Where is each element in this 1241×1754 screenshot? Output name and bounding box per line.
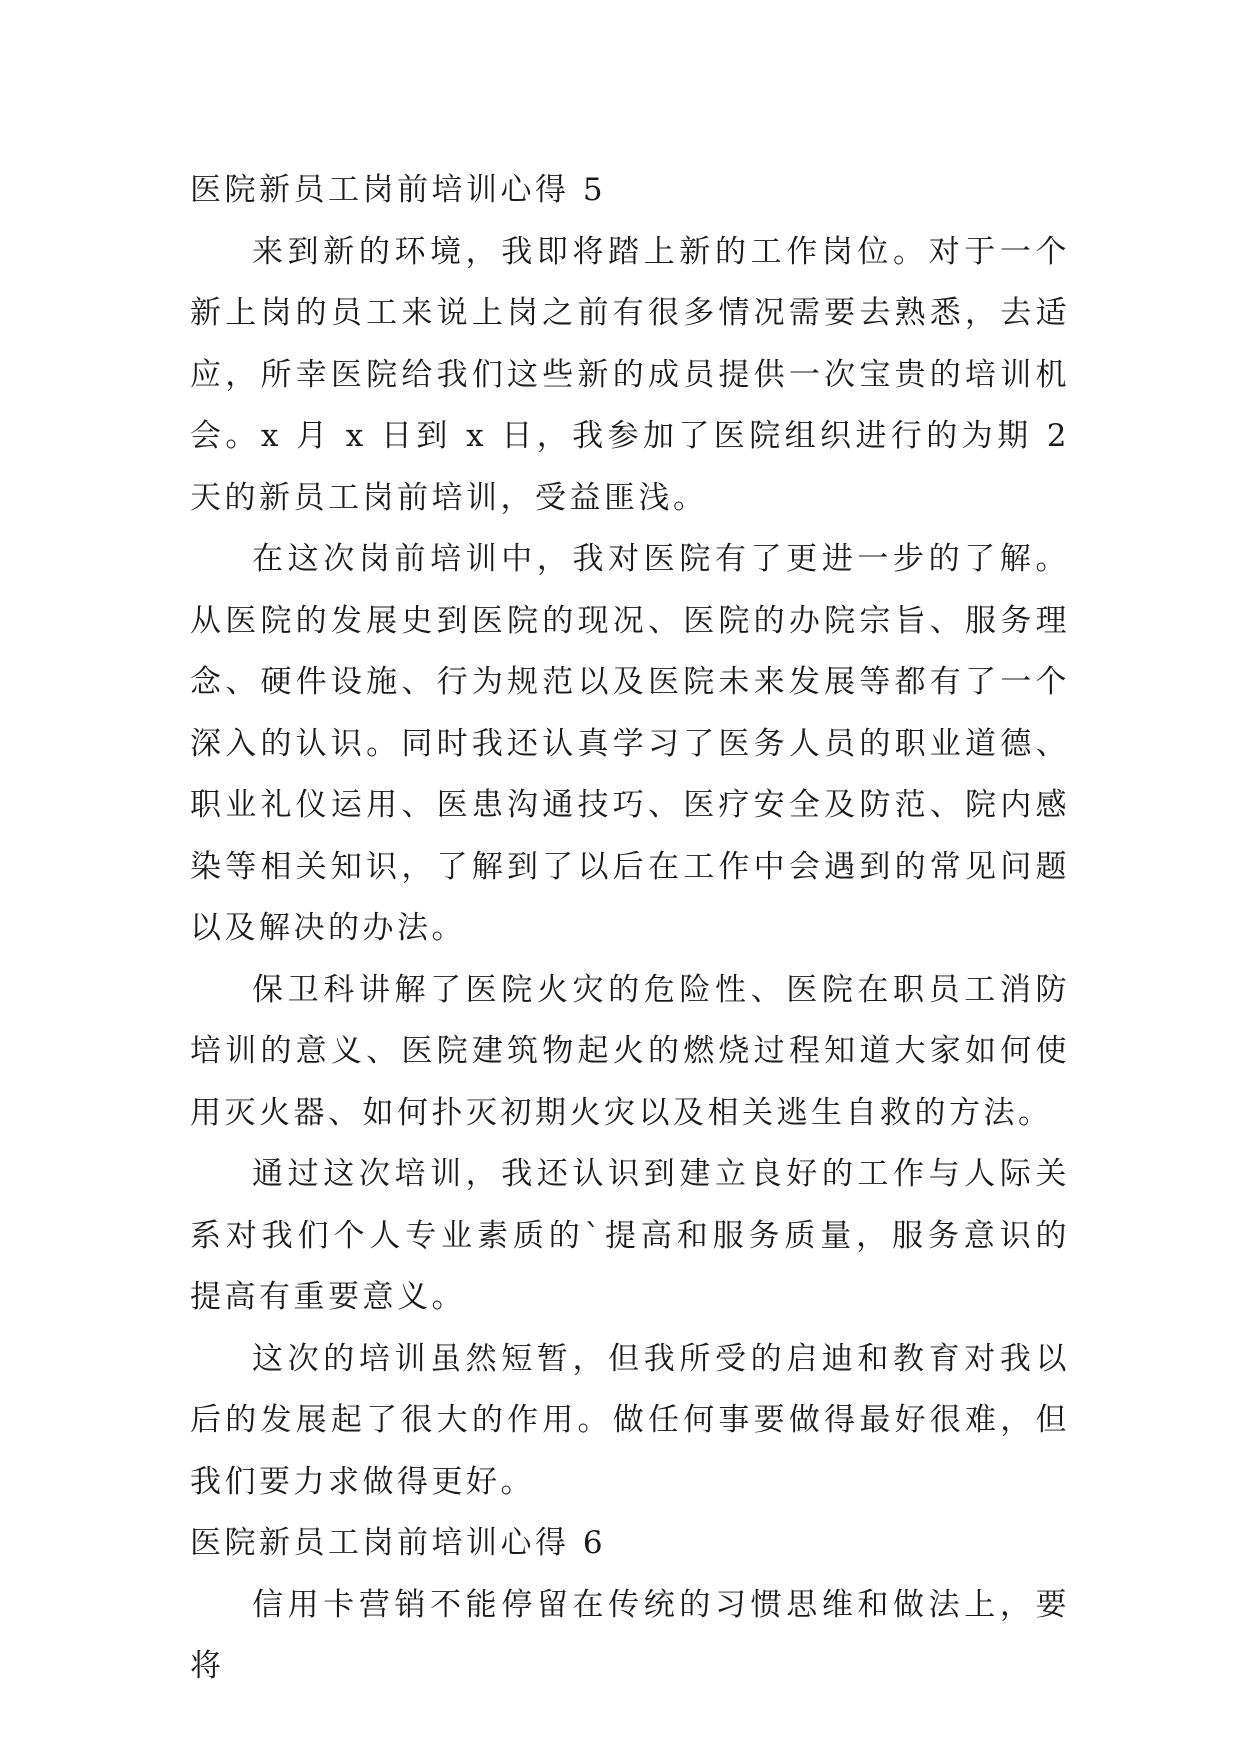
document-body	[190, 160, 1070, 1698]
paragraph: 来到新的环境，我即将踏上新的工作岗位。对于一个新上岗的员工来说上岗之前有很多情况需要去熟悉，去适应，所幸医院给我们这些新的成员提供一次宝贵的培训机会。x 月 x 日到 x 日，我参加了医院组织进行的为期 2 天的新员工岗前培训，受益匪浅。	[190, 233, 1070, 516]
paragraph: 通过这次培训，我还认识到建立良好的工作与人际关系对我们个人专业素质的`提高和服务质量，服务意识的提高有重要意义。	[190, 1156, 1070, 1315]
paragraph: 在这次岗前培训中，我对医院有了更进一步的了解。从医院的发展史到医院的现况、医院的办院宗旨、服务理念、硬件设施、行为规范以及医院未来发展等都有了一个深入的认识。同时我还认真学习了医务人员的职业道德、职业礼仪运用、医患沟通技巧、医疗安全及防范、院内感染等相关知识，了解到了以后在工作中会遇到的常见问题以及解决的办法。	[190, 541, 1070, 946]
paragraph: 信用卡营销不能停留在传统的习惯思维和做法上，要将	[190, 1586, 1070, 1684]
section-heading-5: 医院新员工岗前培训心得 5	[190, 172, 607, 208]
paragraph: 保卫科讲解了医院火灾的危险性、医院在职员工消防培训的意义、医院建筑物起火的燃烧过程知道大家如何使用灭火器、如何扑灭初期火灾以及相关逃生自救的方法。	[190, 971, 1070, 1131]
paragraph: 这次的培训虽然短暂，但我所受的启迪和教育对我以后的发展起了很大的作用。做任何事要做得最好很难，但我们要力求做得更好。	[190, 1340, 1070, 1500]
section-heading-6: 医院新员工岗前培训心得 6	[190, 1525, 607, 1561]
